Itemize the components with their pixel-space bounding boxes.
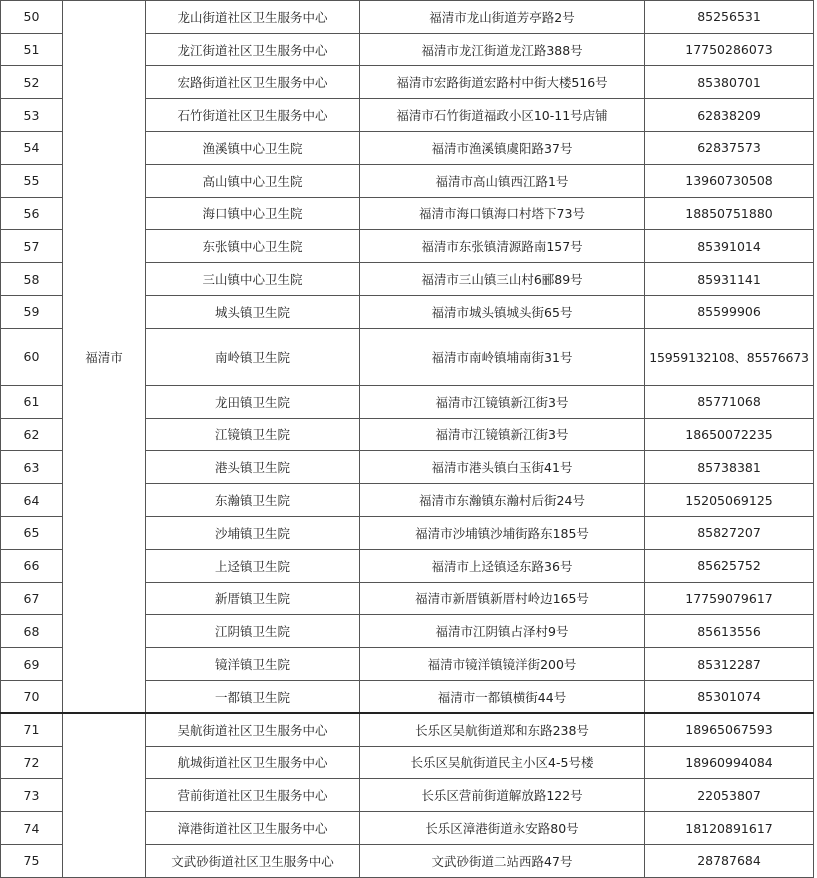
facility-name: 石竹街道社区卫生服务中心 [146,99,360,132]
facility-phone: 85931141 [645,263,814,296]
facility-address: 福清市新厝镇新厝村岭边165号 [360,582,645,615]
facility-name: 一都镇卫生院 [146,680,360,713]
facility-name: 龙山街道社区卫生服务中心 [146,0,360,33]
row-number: 54 [1,132,63,165]
facility-name: 龙田镇卫生院 [146,385,360,418]
facility-address: 福清市渔溪镇虞阳路37号 [360,132,645,165]
facility-phone: 28787684 [645,844,814,877]
facility-address: 福清市高山镇西江路1号 [360,164,645,197]
facility-address: 福清市龙江街道龙江路388号 [360,33,645,66]
facility-name: 港头镇卫生院 [146,451,360,484]
facility-name: 东张镇中心卫生院 [146,230,360,263]
row-number: 50 [1,0,63,33]
facility-address: 福清市南岭镇埔南街31号 [360,328,645,385]
facility-address: 福清市三山镇三山村6郦89号 [360,263,645,296]
row-number: 60 [1,328,63,385]
facility-name: 城头镇卫生院 [146,295,360,328]
facility-name: 航城街道社区卫生服务中心 [146,746,360,779]
facility-phone: 85613556 [645,615,814,648]
facility-address: 福清市龙山街道芳亭路2号 [360,0,645,33]
facility-address: 福清市一都镇横街44号 [360,680,645,713]
row-number: 64 [1,484,63,517]
facility-phone: 85827207 [645,516,814,549]
facility-phone: 15959132108、85576673 [645,328,814,385]
facility-name: 文武砂街道社区卫生服务中心 [146,844,360,877]
facility-phone: 22053807 [645,779,814,812]
facility-address: 福清市镜洋镇镜洋街200号 [360,648,645,681]
facility-phone: 85380701 [645,66,814,99]
row-number: 68 [1,615,63,648]
facility-name: 宏路街道社区卫生服务中心 [146,66,360,99]
row-number: 62 [1,418,63,451]
row-number: 58 [1,263,63,296]
row-number: 71 [1,713,63,746]
facility-phone: 62838209 [645,99,814,132]
facility-phone: 85771068 [645,385,814,418]
table-row [1,713,814,746]
facility-phone: 85391014 [645,230,814,263]
facility-address: 福清市沙埔镇沙埔街路东185号 [360,516,645,549]
row-number: 53 [1,99,63,132]
facility-phone: 17750286073 [645,33,814,66]
row-number: 75 [1,844,63,877]
facility-name: 高山镇中心卫生院 [146,164,360,197]
facility-name: 南岭镇卫生院 [146,328,360,385]
row-number: 63 [1,451,63,484]
facility-phone: 85738381 [645,451,814,484]
facility-phone: 85256531 [645,0,814,33]
facility-phone: 18120891617 [645,812,814,845]
facility-address: 长乐区吴航街道郑和东路238号 [360,713,645,746]
facility-phone: 85301074 [645,680,814,713]
facility-phone: 17759079617 [645,582,814,615]
row-number: 66 [1,549,63,582]
facility-phone: 85599906 [645,295,814,328]
facility-name: 江镜镇卫生院 [146,418,360,451]
facility-address: 福清市港头镇白玉街41号 [360,451,645,484]
facility-name: 漳港街道社区卫生服务中心 [146,812,360,845]
facility-name: 海口镇中心卫生院 [146,197,360,230]
facility-name: 沙埔镇卫生院 [146,516,360,549]
area-cell [63,713,146,877]
row-number: 57 [1,230,63,263]
row-number: 61 [1,385,63,418]
facility-address: 长乐区漳港街道永安路80号 [360,812,645,845]
facility-address: 长乐区营前街道解放路122号 [360,779,645,812]
facility-name: 吴航街道社区卫生服务中心 [146,713,360,746]
facility-address: 福清市海口镇海口村塔下73号 [360,197,645,230]
area-cell: 福清市 [63,0,146,713]
clinic-table-body [1,0,814,877]
row-number: 70 [1,680,63,713]
facility-name: 渔溪镇中心卫生院 [146,132,360,165]
facility-address: 福清市东瀚镇东瀚村后街24号 [360,484,645,517]
facility-address: 福清市江阴镇占泽村9号 [360,615,645,648]
facility-phone: 18650072235 [645,418,814,451]
facility-address: 福清市东张镇清源路南157号 [360,230,645,263]
facility-phone: 13960730508 [645,164,814,197]
facility-address: 长乐区吴航街道民主小区4-5号楼 [360,746,645,779]
facility-name: 上迳镇卫生院 [146,549,360,582]
facility-address: 福清市城头镇城头街65号 [360,295,645,328]
facility-address: 福清市石竹街道福政小区10-11号店铺 [360,99,645,132]
row-number: 56 [1,197,63,230]
facility-address: 福清市江镜镇新江街3号 [360,385,645,418]
facility-phone: 15205069125 [645,484,814,517]
facility-name: 龙江街道社区卫生服务中心 [146,33,360,66]
facility-name: 三山镇中心卫生院 [146,263,360,296]
facility-phone: 18965067593 [645,713,814,746]
row-number: 67 [1,582,63,615]
facility-name: 东瀚镇卫生院 [146,484,360,517]
row-number: 69 [1,648,63,681]
facility-address: 福清市宏路街道宏路村中街大楼516号 [360,66,645,99]
row-number: 59 [1,295,63,328]
facility-phone: 62837573 [645,132,814,165]
facility-name: 镜洋镇卫生院 [146,648,360,681]
facility-phone: 85312287 [645,648,814,681]
facility-phone: 18850751880 [645,197,814,230]
row-number: 73 [1,779,63,812]
table-row [1,0,814,33]
facility-name: 新厝镇卫生院 [146,582,360,615]
facility-address: 文武砂街道二站西路47号 [360,844,645,877]
row-number: 65 [1,516,63,549]
row-number: 74 [1,812,63,845]
facility-phone: 85625752 [645,549,814,582]
row-number: 72 [1,746,63,779]
row-number: 51 [1,33,63,66]
facility-name: 江阴镇卫生院 [146,615,360,648]
facility-address: 福清市上迳镇迳东路36号 [360,549,645,582]
facility-name: 营前街道社区卫生服务中心 [146,779,360,812]
facility-address: 福清市江镜镇新江街3号 [360,418,645,451]
row-number: 55 [1,164,63,197]
row-number: 52 [1,66,63,99]
facility-phone: 18960994084 [645,746,814,779]
